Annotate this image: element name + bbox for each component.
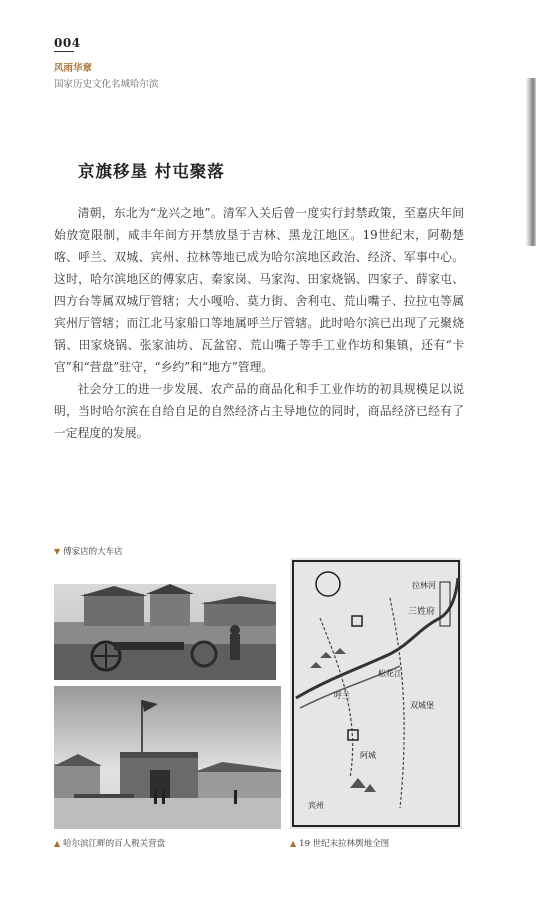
caption-bottom-left [54,837,165,849]
map-label: 拉林河 [412,581,436,590]
section-title: 风雨华章 [54,63,93,74]
map-label: 松花江 [378,669,402,678]
caption-text: 傅家店的大车店 [63,547,123,557]
map-label: 三姓府 [408,607,436,617]
paragraph: 清朝，东北为“龙兴之地”。清军入关后曾一度实行封禁政策，至嘉庆年间始放宽限制，咸丰年间方开禁放垦于吉林、黑龙江地区。19世纪末，阿勒楚喀、呼兰、双城、宾州、拉林等地已成为哈尔滨地区政治、经济、军事中心。这时，哈尔滨地区的傅家店、秦家岗、马家沟、田家烧锅、四家子、薛家屯、四方台等属双城厅管辖；大小嘎哈、莫力街、舍利屯、荒山嘴子、拉拉屯等属宾州厅管辖；而江北马家船口等地属呼兰厅管辖。此时哈尔滨已出现了元聚烧锅、田家烧锅、张家油坊、瓦盆窑、荒山嘴子等手工业作坊和集镇，还有“卡官”和“营盘”驻守，“乡约”和“地方”管理。 [54,206,464,374]
page-number-rule [54,51,74,52]
triangle-up-icon: ▲ [54,839,61,848]
page-edge-strip [526,78,536,246]
caption-text: 19 世纪末拉林舆地全图 [299,839,390,849]
photo-customs-camp [54,686,281,829]
map-lalin [290,558,462,829]
triangle-up-icon: ▲ [290,839,297,848]
book-subtitle: 国家历史文化名城哈尔滨 [54,79,159,90]
map-label: 宾州 [308,801,324,810]
map-label: 阿城 [360,751,376,760]
paragraph: 社会分工的进一步发展、农产品的商品化和手工业作坊的初具规模足以说明，当时哈尔滨在自给自足的自然经济占主导地位的同时，商品经济已经有了一定程度的发展。 [54,382,464,440]
caption-top-left [54,545,123,557]
caption-text: 哈尔滨江畔的百人税关营盘 [63,839,166,849]
photo-cart-inn [54,584,276,680]
article-title: 京旗移垦 村屯聚落 [78,162,225,181]
article-body [54,202,464,444]
page-header [54,36,159,90]
page-number: 004 [54,36,81,50]
caption-bottom-right [290,837,389,849]
map-label: 双城堡 [410,701,434,710]
map-label: 呼兰 [334,691,350,700]
triangle-down-icon: ▼ [54,547,61,556]
